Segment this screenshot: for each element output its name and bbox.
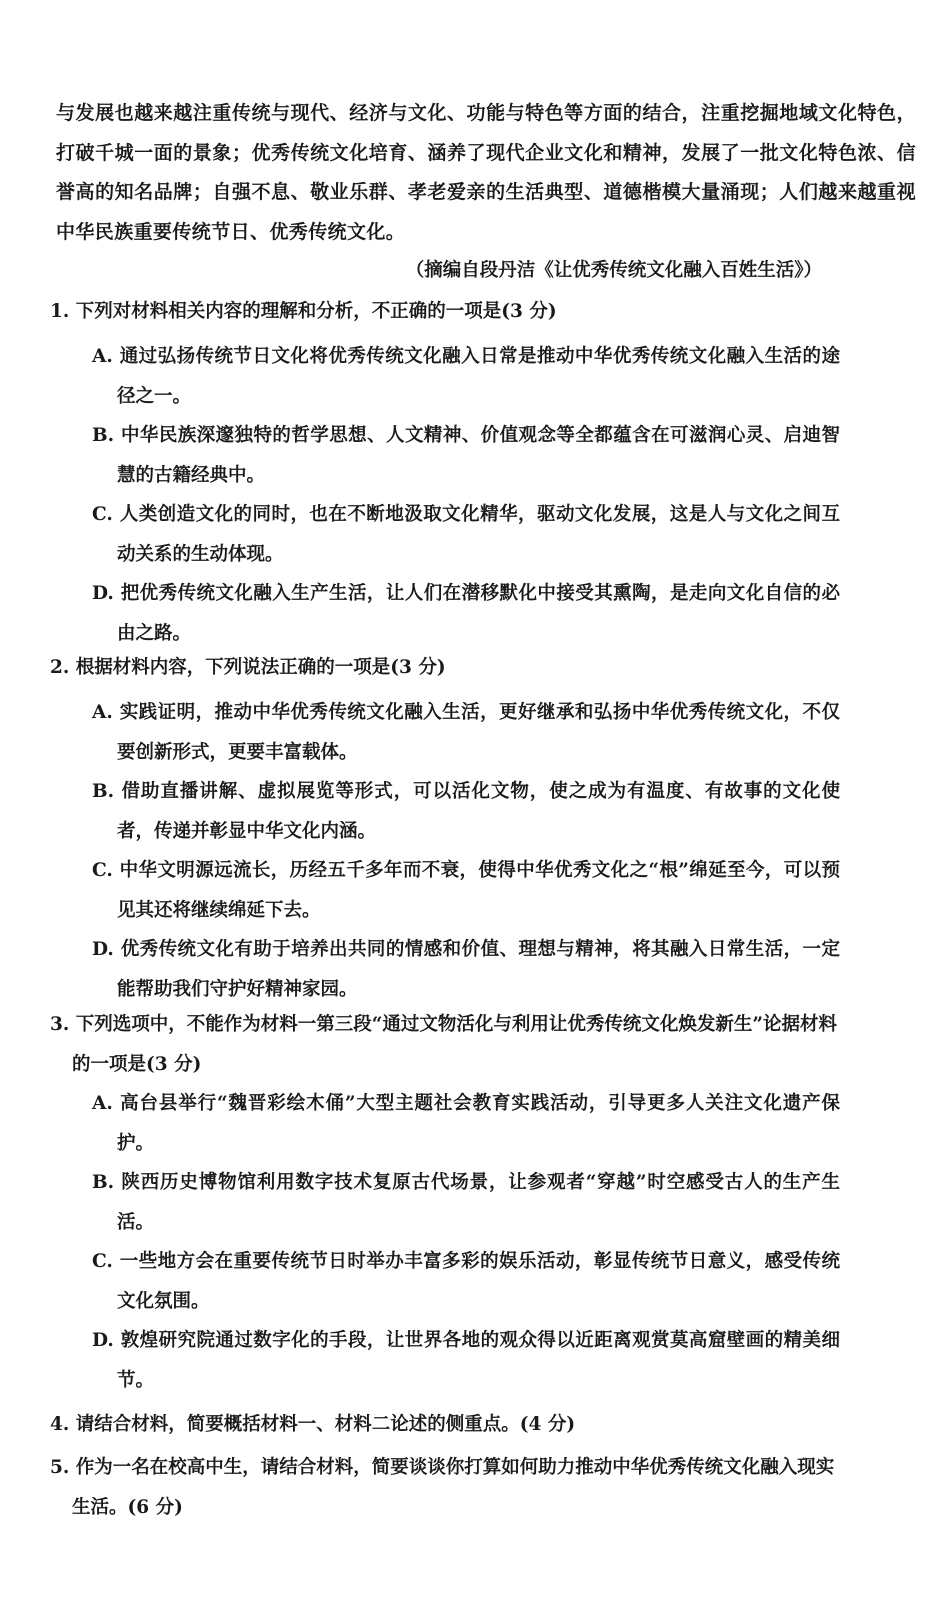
question-2-option-d: D. 优秀传统文化有助于培养出共同的情感和价值、理想与精神，将其融入日常生活，一定能帮助我们守护好精神家园。 [92, 939, 840, 1000]
question-title: 3. 下列选项中，不能作为材料一第三段“通过文物活化与利用让优秀传统文化焕发新生”论据材料的一项是(3 分) [50, 1014, 838, 1075]
question-3-option-a: A. 高台县举行“魏晋彩绘木俑”大型主题社会教育实践活动，引导更多人关注文化遗产保护。 [92, 1093, 840, 1154]
question-title: 2. 根据材料内容，下列说法正确的一项是(3 分) [50, 657, 446, 678]
question-1-option-c: C. 人类创造文化的同时，也在不断地汲取文化精华，驱动文化发展，这是人与文化之间互动关系的生动体现。 [92, 504, 840, 565]
passage-text: 与发展也越来越注重传统与现代、经济与文化、功能与特色等方面的结合，注重挖掘地域文化特色，打破千城一面的景象；优秀传统文化培育、涵养了现代企业文化和精神，发展了一批文化特色浓、信誉高的知名品牌；自强不息、敬业乐群、孝老爱亲的生活典型、道德楷模大量涌现；人们越来越重视中华民族重要传统节日、优秀传统文化。 [56, 102, 916, 243]
question-1-option-a: A. 通过弘扬传统节日文化将优秀传统文化融入日常是推动中华优秀传统文化融入生活的途径之一。 [92, 346, 840, 407]
question-3-option-d: D. 敦煌研究院通过数字化的手段，让世界各地的观众得以近距离观赏莫高窟壁画的精美细节。 [92, 1330, 840, 1391]
question-2-option-c: C. 中华文明源远流长，历经五千多年而不衰，使得中华优秀文化之“根”绵延至今，可以预见其还将继续绵延下去。 [92, 860, 840, 921]
question-3-option-b: B. 陕西历史博物馆利用数字技术复原古代场景，让参观者“穿越”时空感受古人的生产生活。 [92, 1172, 840, 1233]
question-2-option-a: A. 实践证明，推动中华优秀传统文化融入生活，更好继承和弘扬中华优秀传统文化，不仅要创新形式，更要丰富载体。 [92, 702, 840, 763]
question-title: 1. 下列对材料相关内容的理解和分析，不正确的一项是(3 分) [50, 301, 557, 322]
question-3-option-c: C. 一些地方会在重要传统节日时举办丰富多彩的娱乐活动，彰显传统节日意义，感受传统文化氛围。 [92, 1251, 840, 1312]
question-2-option-b: B. 借助直播讲解、虚拟展览等形式，可以活化文物，使之成为有温度、有故事的文化使者，传递并彰显中华文化内涵。 [92, 781, 840, 842]
passage-source: （摘编自段丹洁《让优秀传统文化融入百姓生活》） [405, 260, 822, 281]
question-2 [50, 653, 840, 1009]
question-title: 5. 作为一名在校高中生，请结合材料，简要谈谈你打算如何助力推动中华优秀传统文化融入现实生活。(6 分) [50, 1457, 835, 1518]
question-1 [50, 297, 840, 653]
question-title: 4. 请结合材料，简要概括材料一、材料二论述的侧重点。(4 分) [50, 1414, 576, 1435]
question-1-option-b: B. 中华民族深邃独特的哲学思想、人文精神、价值观念等全都蕴含在可滋润心灵、启迪智慧的古籍经典中。 [92, 425, 840, 486]
question-5 [50, 1448, 840, 1527]
question-1-option-d: D. 把优秀传统文化融入生产生活，让人们在潜移默化中接受其熏陶，是走向文化自信的必由之路。 [92, 583, 840, 644]
question-4 [50, 1410, 840, 1440]
question-3 [50, 1005, 840, 1400]
